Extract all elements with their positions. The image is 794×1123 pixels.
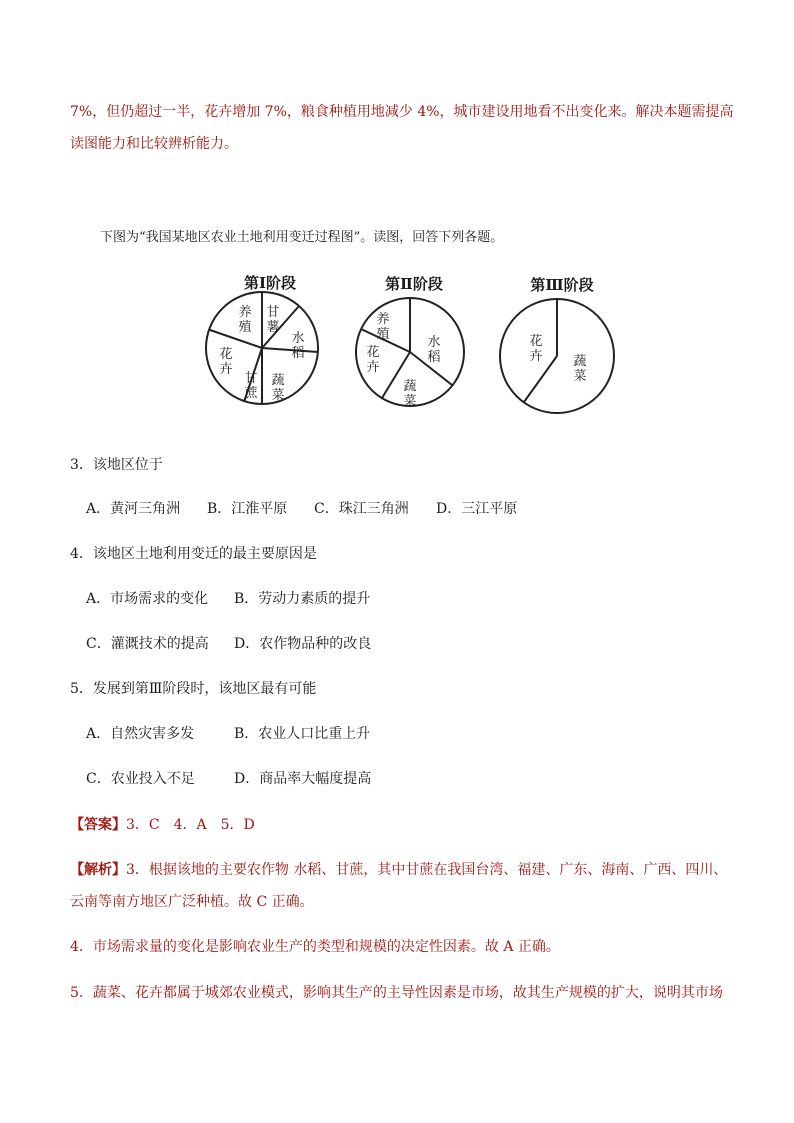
- figure-caption: 下图为“我国某地区农业土地利用变迁过程图”。读图，回答下列各题。: [100, 230, 504, 245]
- analysis-tag: 【解析】: [70, 862, 126, 878]
- stage-1-label-aquaculture-1: 养: [238, 305, 252, 320]
- question-3-option-d: D．三江平原: [436, 501, 518, 517]
- stage-3-title: 第Ⅲ阶段: [530, 276, 594, 294]
- intro-line-1: 7%，但仍超过一半，花卉增加 7%，粮食种植用地减少 4%，城市建设用地看不出变化来。解决本题需提高: [70, 104, 734, 120]
- stage-2-label-vegetables-2: 菜: [403, 394, 417, 409]
- stage-3-label-flowers-1: 花: [529, 334, 543, 349]
- stage-2-label-aquaculture-1: 养: [376, 312, 390, 327]
- stage-1-label-rice-1: 水: [291, 331, 305, 346]
- question-3-option-c: C．珠江三角洲: [314, 501, 409, 517]
- stage-1-label-vegetables-2: 菜: [271, 388, 285, 403]
- question-5-option-b: B．农业人口比重上升: [234, 726, 371, 742]
- stage-2-label-rice-2: 稻: [427, 350, 441, 365]
- stage-2-label-vegetables-1: 蔬: [403, 379, 417, 394]
- question-3-stem: 3．该地区位于: [70, 457, 163, 473]
- stage-3-label-vegetables-2: 菜: [573, 369, 587, 384]
- stage-1-label-aquaculture-2: 殖: [238, 320, 252, 335]
- stage-3-label-flowers-2: 卉: [529, 349, 543, 364]
- stage-2-title: 第Ⅱ阶段: [385, 275, 443, 293]
- stage-2-label-aquaculture-2: 殖: [376, 327, 390, 342]
- analysis-line-2: 云南等南方地区广泛种植。故 C 正确。: [70, 894, 314, 910]
- intro-line-2: 读图能力和比较辨析能力。: [70, 136, 238, 152]
- answer-line: [70, 814, 255, 834]
- stage-1-title: 第Ⅰ阶段: [243, 274, 297, 292]
- answer-text: 3．C 4．A 5．D: [126, 817, 255, 833]
- stage-1-label-vegetables-1: 蔬: [271, 373, 285, 388]
- question-4-option-c: C．灌溉技术的提高: [86, 636, 209, 652]
- question-5-option-d: D．商品率大幅度提高: [234, 771, 372, 787]
- stage-1-label-sugarcane-1: 甘: [244, 371, 258, 386]
- stage-1-label-sweetpotato-2: 薯: [266, 320, 280, 335]
- question-4-option-b: B．劳动力素质的提升: [234, 591, 371, 607]
- stage-1-label-sweetpotato-1: 甘: [266, 305, 280, 320]
- analysis-line-1: [70, 859, 727, 879]
- stage-2-label-rice-1: 水: [427, 335, 441, 350]
- stage-3-label-vegetables-1: 蔬: [573, 354, 587, 369]
- stage-1-label-flowers-2: 卉: [219, 362, 233, 377]
- analysis-text-1: 3．根据该地的主要农作物 水稻、甘蔗，其中甘蔗在我国台湾、福建、广东、海南、广西、四川、: [126, 862, 728, 878]
- question-4-option-d: D．农作物品种的改良: [234, 636, 372, 652]
- question-3-option-a: A．黄河三角洲: [86, 501, 181, 517]
- question-4-stem: 4．该地区土地利用变迁的最主要原因是: [70, 546, 317, 562]
- stage-1-label-rice-2: 稻: [291, 346, 305, 361]
- question-4-option-a: A．市场需求的变化: [86, 591, 209, 607]
- stage-2-label-flowers-2: 卉: [366, 360, 380, 375]
- analysis-line-4: 5．蔬菜、花卉都属于城郊农业模式，影响其生产的主导性因素是市场，故其生产规模的扩大，说明其市场: [70, 985, 723, 1001]
- stage-1-label-sugarcane-2: 蔗: [244, 386, 258, 401]
- stage-2-label-flowers-1: 花: [366, 345, 380, 360]
- question-5-option-a: A．自然灾害多发: [86, 726, 195, 742]
- question-3-option-b: B．江淮平原: [207, 501, 288, 517]
- stage-1-label-flowers-1: 花: [219, 347, 233, 362]
- answer-tag: 【答案】: [70, 817, 126, 833]
- analysis-line-3: 4．市场需求量的变化是影响农业生产的类型和规模的决定性因素。故 A 正确。: [70, 939, 560, 955]
- question-5-stem: 5．发展到第Ⅲ阶段时，该地区最有可能: [70, 681, 317, 697]
- question-5-option-c: C．农业投入不足: [86, 771, 195, 787]
